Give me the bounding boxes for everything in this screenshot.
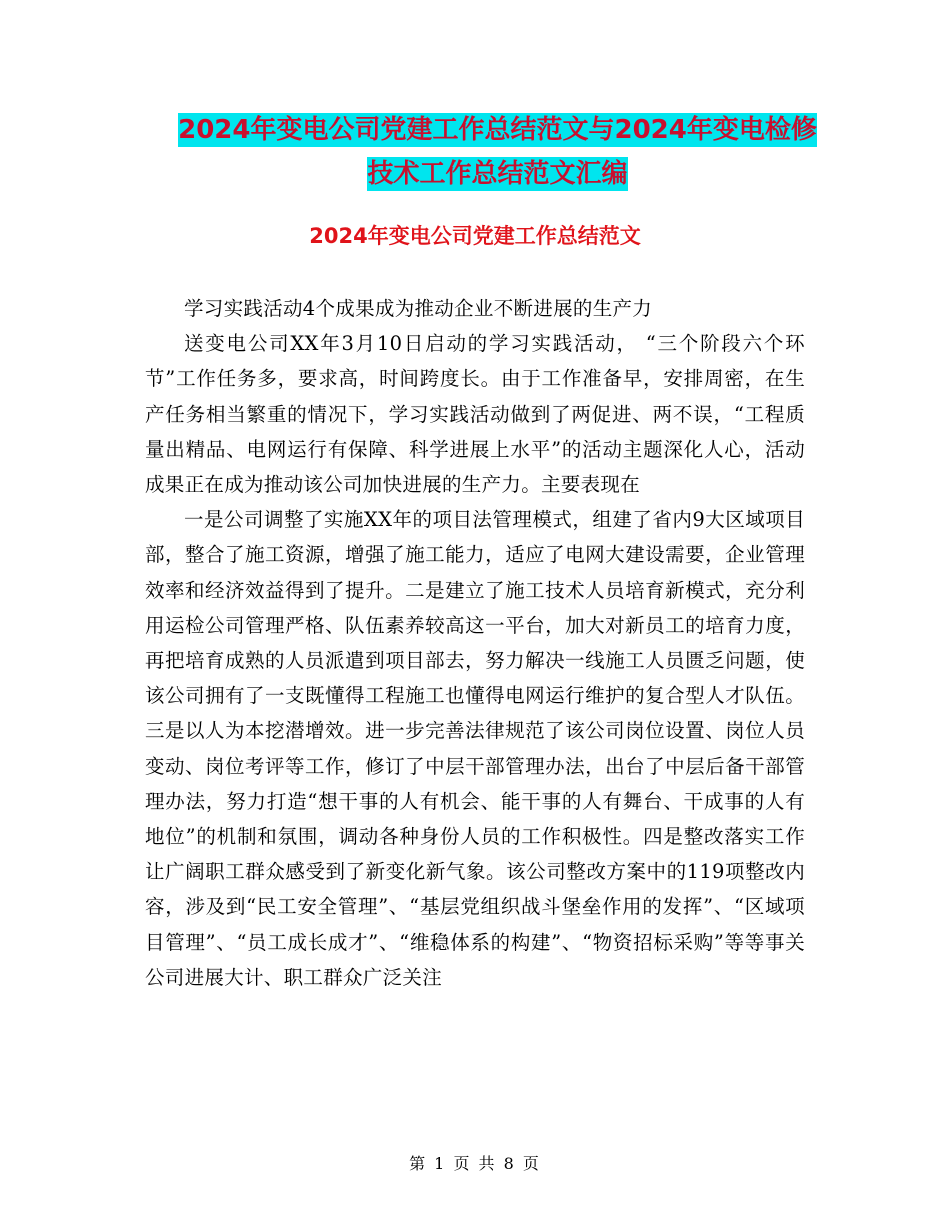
- main-title-line-1: 2024年变电公司党建工作总结范文与2024年变电检修: [178, 115, 817, 145]
- body-paragraph: 一是公司调整了实施XX年的项目法管理模式，组建了省内9大区域项目部，整合了施工资源，增强了施工能力，适应了电网大建设需要，企业管理效率和经济效益得到了提升。二是建立了施工技术人员培育新模式，充分利用运检公司管理严格、队伍素养较高这一平台，加大对新员工的培育力度，再把培育成熟的人员派遣到项目部去，努力解决一线施工人员匮乏问题，使该公司拥有了一支既懂得工程施工也懂得电网运行维护的复合型人才队伍。三是以人为本挖潜增效。进一步完善法律规范了该公司岗位设置、岗位人员变动、岗位考评等工作，修订了中层干部管理办法，出台了中层后备干部管理办法，努力打造“想干事的人有机会、能干事的人有舞台、干成事的人有地位”的机制和氛围，调动各种身份人员的工作积极性。四是整改落实工作让广阔职工群众感受到了新变化新气象。该公司整改方案中的119项整改内容，涉及到“民工安全管理”、“基层党组织战斗堡垒作用的发挥”、“区域项目管理”、“员工成长成才”、“维稳体系的构建”、“物资招标采购”等等事关公司进展大计、职工群众广泛关注: [145, 508, 805, 989]
- main-title-line-2: 技术工作总结范文汇编: [367, 159, 628, 189]
- page-footer: 第 1 页 共 8 页: [409, 1154, 541, 1173]
- section-title: 2024年变电公司党建工作总结范文: [309, 224, 641, 248]
- document-main-title: [140, 108, 855, 196]
- document-body: [145, 291, 805, 995]
- body-paragraph: 送变电公司XX年3月10日启动的学习实践活动， “三个阶段六个环节”工作任务多，要求高，时间跨度长。由于工作准备早，安排周密，在生产任务相当繁重的情况下，学习实践活动做到了两促进、两不误，“工程质量出精品、电网运行有保障、科学进展上水平”的活动主题深化人心，活动成果正在成为推动该公司加快进展的生产力。主要表现在: [145, 332, 805, 497]
- body-paragraph: 学习实践活动4个成果成为推动企业不断进展的生产力: [184, 297, 653, 320]
